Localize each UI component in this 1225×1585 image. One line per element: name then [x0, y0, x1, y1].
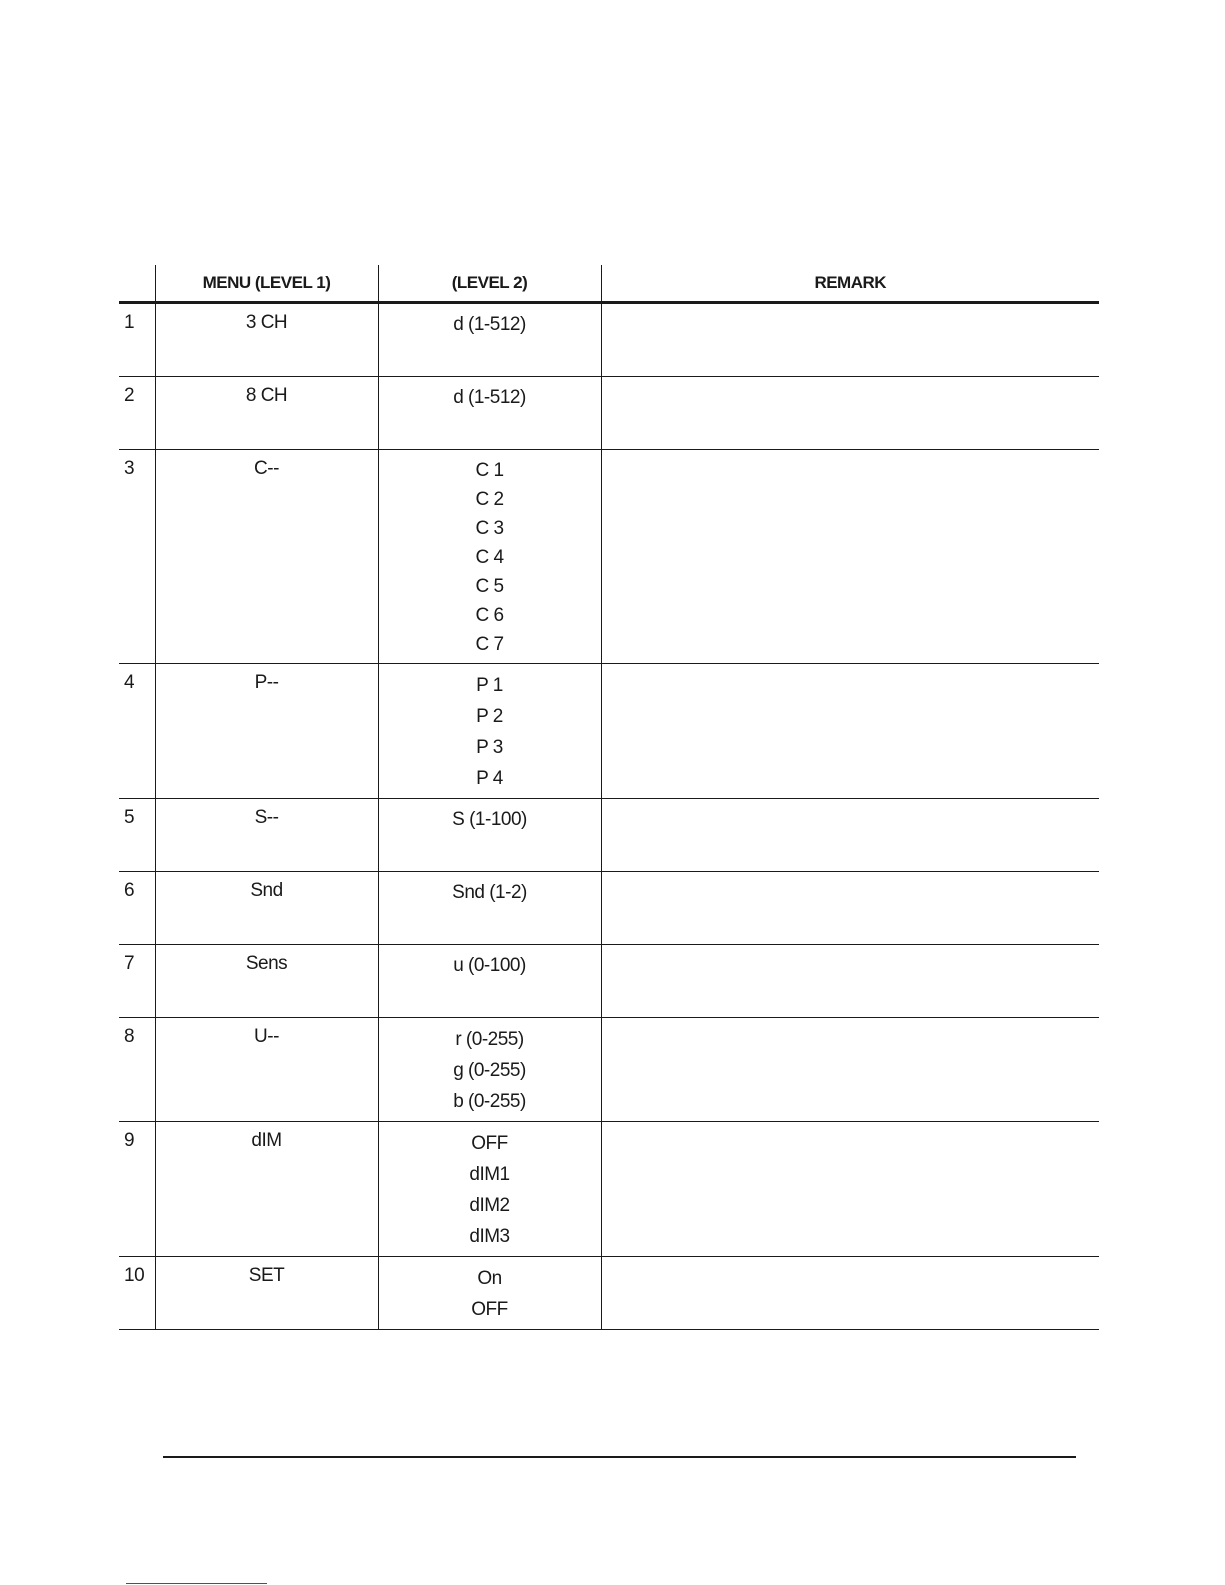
level-2-option: P 4: [476, 768, 503, 789]
menu-level-2: [378, 377, 601, 450]
table-row: [119, 1257, 1099, 1330]
level-2-option: C 1: [475, 460, 504, 481]
level-2-option: C 5: [475, 576, 504, 597]
remark-cell: [601, 872, 1099, 945]
level-2-option: C 7: [475, 634, 504, 655]
level-2-option: P 1: [476, 675, 503, 696]
level-2-option: C 3: [475, 518, 504, 539]
table-body: [119, 303, 1099, 1330]
row-number: 1: [119, 303, 155, 377]
menu-table: [119, 265, 1099, 1330]
row-number: 5: [119, 799, 155, 872]
menu-level-1: SET: [155, 1257, 378, 1330]
menu-level-2: [378, 1018, 601, 1122]
table-row: [119, 1122, 1099, 1257]
header-menu-level-1: MENU (LEVEL 1): [155, 265, 378, 303]
level-2-option: d (1-512): [453, 314, 526, 335]
level-2-option: P 2: [476, 706, 503, 727]
table-row: [119, 1018, 1099, 1122]
level-2-option: g (0-255): [453, 1060, 526, 1081]
row-number: 9: [119, 1122, 155, 1257]
header-remark: REMARK: [601, 265, 1099, 303]
level-2-option: C 4: [475, 547, 504, 568]
remark-cell: [601, 799, 1099, 872]
menu-level-1: dIM: [155, 1122, 378, 1257]
remark-cell: [601, 1018, 1099, 1122]
row-number: 2: [119, 377, 155, 450]
level-2-option: d (1-512): [453, 387, 526, 408]
menu-level-2: [378, 450, 601, 664]
table-header-row: [119, 265, 1099, 303]
menu-level-2: [378, 799, 601, 872]
row-number: 8: [119, 1018, 155, 1122]
row-number: 6: [119, 872, 155, 945]
row-number: 10: [119, 1257, 155, 1330]
header-level-2: (LEVEL 2): [378, 265, 601, 303]
remark-cell: [601, 1122, 1099, 1257]
level-2-option: OFF: [471, 1299, 508, 1320]
menu-level-2: [378, 872, 601, 945]
menu-level-1: Snd: [155, 872, 378, 945]
table-row: [119, 664, 1099, 799]
table-row: [119, 799, 1099, 872]
menu-level-2: [378, 945, 601, 1018]
table-row: [119, 303, 1099, 377]
table-row: [119, 872, 1099, 945]
menu-level-1: Sens: [155, 945, 378, 1018]
table-row: [119, 377, 1099, 450]
menu-level-2: [378, 1122, 601, 1257]
row-number: 7: [119, 945, 155, 1018]
level-2-option: S (1-100): [452, 809, 527, 830]
footer-divider: [163, 1456, 1076, 1458]
menu-level-2: [378, 303, 601, 377]
remark-cell: [601, 664, 1099, 799]
level-2-option: On: [477, 1268, 502, 1289]
table-row: [119, 945, 1099, 1018]
footer-link-underline: [126, 1583, 267, 1584]
level-2-option: OFF: [471, 1133, 508, 1154]
menu-level-1: C--: [155, 450, 378, 664]
remark-cell: [601, 303, 1099, 377]
menu-level-1: P--: [155, 664, 378, 799]
level-2-option: r (0-255): [455, 1029, 524, 1050]
level-2-option: dIM3: [469, 1226, 510, 1247]
level-2-option: u (0-100): [453, 955, 526, 976]
menu-level-1: 3 CH: [155, 303, 378, 377]
remark-cell: [601, 377, 1099, 450]
menu-level-1: U--: [155, 1018, 378, 1122]
level-2-option: C 6: [475, 605, 504, 626]
menu-level-2: [378, 664, 601, 799]
menu-level-2: [378, 1257, 601, 1330]
row-number: 3: [119, 450, 155, 664]
level-2-option: b (0-255): [453, 1091, 526, 1112]
menu-level-1: S--: [155, 799, 378, 872]
menu-level-1: 8 CH: [155, 377, 378, 450]
remark-cell: [601, 450, 1099, 664]
table-row: [119, 450, 1099, 664]
level-2-option: Snd (1-2): [452, 882, 527, 903]
remark-cell: [601, 1257, 1099, 1330]
level-2-option: dIM2: [469, 1195, 510, 1216]
level-2-option: C 2: [475, 489, 504, 510]
level-2-option: dIM1: [469, 1164, 510, 1185]
row-number: 4: [119, 664, 155, 799]
header-number: [119, 265, 155, 303]
level-2-option: P 3: [476, 737, 503, 758]
remark-cell: [601, 945, 1099, 1018]
